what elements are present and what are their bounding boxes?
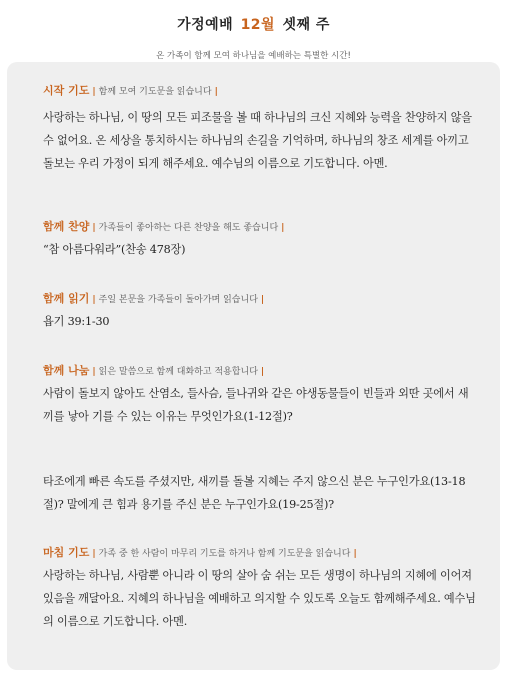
section-description: 함께 모여 기도문을 읽습니다 xyxy=(98,87,212,97)
section-sharing xyxy=(43,362,476,516)
section-opening-prayer xyxy=(43,82,476,175)
section-body: 사랑하는 하나님, 사람뿐 아니라 이 땅의 살아 숨 쉬는 모든 생명이 하나님의 지혜에 이어져 있음을 깨달아요. 지혜의 하나님을 예배하고 의지할 수 있도록 오늘도 함께해주세요. 예수님의 이름으로 기도합니다. 아멘. xyxy=(43,569,476,628)
section-title: 시작 기도 xyxy=(43,84,90,97)
section-heading xyxy=(43,218,476,234)
divider: | xyxy=(281,223,285,233)
page-title xyxy=(0,14,507,34)
title-week: 셋째 주 xyxy=(282,17,330,33)
title-month: 12월 xyxy=(240,17,276,33)
section-description: 읽은 말씀으로 함께 대화하고 적용합니다 xyxy=(98,367,258,377)
section-description: 가족들이 좋아하는 다른 찬양을 해도 좋습니다 xyxy=(98,223,279,233)
section-praise xyxy=(43,218,476,261)
section-body: 욥기 39:1-30 xyxy=(43,315,110,328)
page-subtitle: 온 가족이 함께 모여 하나님을 예배하는 특별한 시간! xyxy=(156,51,351,61)
section-body-2: 타조에게 빠른 속도를 주셨지만, 새끼를 돌볼 지혜는 주지 않으신 분은 누구인가요(13-18절)? 말에게 큰 힘과 용기를 주신 분은 누구인가요(19-25절)? xyxy=(43,475,466,511)
section-reading xyxy=(43,290,476,333)
divider: | xyxy=(214,87,218,97)
section-title: 함께 읽기 xyxy=(43,292,90,305)
divider: | xyxy=(353,549,357,559)
worship-card xyxy=(7,62,500,670)
title-main: 가정예배 xyxy=(177,17,234,33)
section-heading xyxy=(43,82,476,98)
page-header xyxy=(0,0,507,61)
section-heading xyxy=(43,544,476,560)
section-heading xyxy=(43,362,476,378)
divider: | xyxy=(92,295,96,305)
section-description: 주일 본문을 가족들이 돌아가며 읽습니다 xyxy=(98,295,258,305)
divider: | xyxy=(260,295,265,305)
divider: | xyxy=(260,367,265,377)
divider: | xyxy=(92,549,96,559)
section-title: 함께 찬양 xyxy=(43,220,90,233)
section-body: 사람이 돌보지 않아도 산염소, 들사슴, 들나귀와 같은 야생동물들이 빈들과 외딴 곳에서 새끼를 낳아 기를 수 있는 이유는 무엇인가요(1-12절)? xyxy=(43,387,469,423)
section-body: “참 아름다워라”(찬송 478장) xyxy=(43,243,186,256)
section-heading xyxy=(43,290,476,306)
section-title: 마침 기도 xyxy=(43,546,90,559)
section-body: 사랑하는 하나님, 이 땅의 모든 피조물을 볼 때 하나님의 크신 지혜와 능력을 찬양하지 않을 수 없어요. 온 세상을 통치하시는 하나님의 손길을 기억하며, 하나님의 창조 세계를 아끼고 돌보는 우리 가정이 되게 해주세요. 예수님의 이름으로 기도합니다. 아멘. xyxy=(43,111,472,170)
section-title: 함께 나눔 xyxy=(43,364,90,377)
section-description: 가족 중 한 사람이 마무리 기도를 하거나 함께 기도문을 읽습니다 xyxy=(98,549,351,559)
divider: | xyxy=(92,367,96,377)
section-closing-prayer xyxy=(43,544,476,633)
divider: | xyxy=(92,87,96,97)
divider: | xyxy=(92,223,96,233)
